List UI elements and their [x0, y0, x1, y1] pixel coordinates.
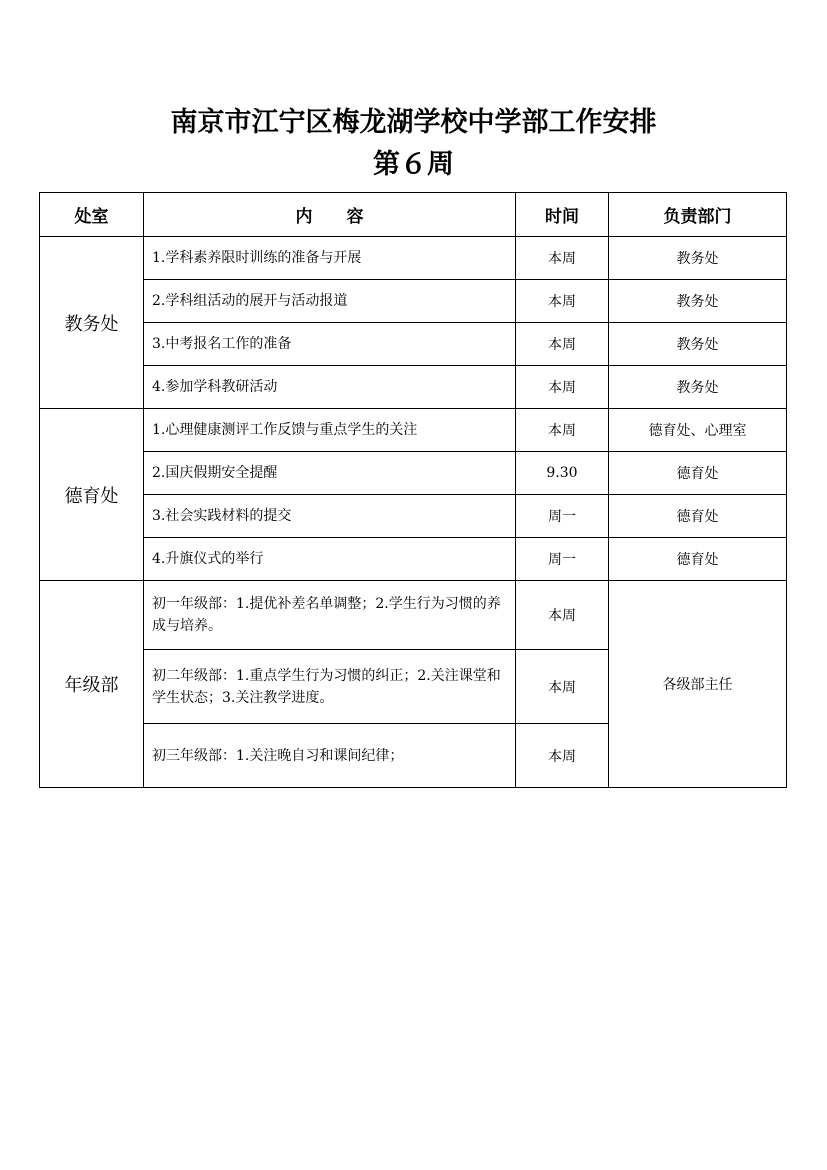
content-cell: 1.心理健康测评工作反馈与重点学生的关注 [144, 409, 516, 452]
dept-cell-grade-heads: 各级部主任 [609, 581, 787, 788]
time-cell: 本周 [516, 581, 609, 650]
dept-cell: 教务处 [609, 366, 787, 409]
content-cell: 4.参加学科教研活动 [144, 366, 516, 409]
dept-cell: 教务处 [609, 323, 787, 366]
content-cell: 初三年级部：1.关注晚自习和课间纪律； [144, 724, 516, 788]
office-cell-moral: 德育处 [40, 409, 144, 581]
schedule-table [39, 192, 787, 788]
content-cell: 4.升旗仪式的举行 [144, 538, 516, 581]
header-office: 处室 [40, 193, 144, 237]
dept-cell: 教务处 [609, 237, 787, 280]
time-cell: 本周 [516, 650, 609, 724]
table-row [40, 409, 787, 452]
content-cell: 初一年级部：1.提优补差名单调整；2.学生行为习惯的养成与培养。 [144, 581, 516, 650]
office-cell-academic: 教务处 [40, 237, 144, 409]
time-cell: 本周 [516, 724, 609, 788]
time-cell: 周一 [516, 538, 609, 581]
content-cell: 2.学科组活动的展开与活动报道 [144, 280, 516, 323]
table-row [40, 495, 787, 538]
table-row [40, 323, 787, 366]
table-row [40, 366, 787, 409]
dept-cell: 教务处 [609, 280, 787, 323]
time-cell: 本周 [516, 280, 609, 323]
dept-cell: 德育处 [609, 495, 787, 538]
office-cell-grade: 年级部 [40, 581, 144, 788]
time-cell: 本周 [516, 323, 609, 366]
table-row [40, 581, 787, 650]
time-cell: 本周 [516, 366, 609, 409]
dept-cell: 德育处 [609, 538, 787, 581]
header-content: 内 容 [144, 193, 516, 237]
time-cell: 本周 [516, 409, 609, 452]
content-cell: 3.社会实践材料的提交 [144, 495, 516, 538]
week-subtitle: 第６周 [373, 149, 454, 180]
table-row [40, 280, 787, 323]
content-cell: 1.学科素养限时训练的准备与开展 [144, 237, 516, 280]
table-row [40, 237, 787, 280]
content-cell: 3.中考报名工作的准备 [144, 323, 516, 366]
content-cell: 初二年级部：1.重点学生行为习惯的纠正；2.关注课堂和学生状态；3.关注教学进度。 [144, 650, 516, 724]
time-cell: 周一 [516, 495, 609, 538]
time-cell: 本周 [516, 237, 609, 280]
content-cell: 2.国庆假期安全提醒 [144, 452, 516, 495]
time-cell: 9.30 [516, 452, 609, 495]
table-row [40, 538, 787, 581]
header-time: 时间 [516, 193, 609, 237]
dept-cell: 德育处 [609, 452, 787, 495]
document-title: 南京市江宁区梅龙湖学校中学部工作安排 [170, 107, 657, 138]
dept-cell: 德育处、心理室 [609, 409, 787, 452]
table-header-row [40, 193, 787, 237]
table-row [40, 452, 787, 495]
header-dept: 负责部门 [609, 193, 787, 237]
